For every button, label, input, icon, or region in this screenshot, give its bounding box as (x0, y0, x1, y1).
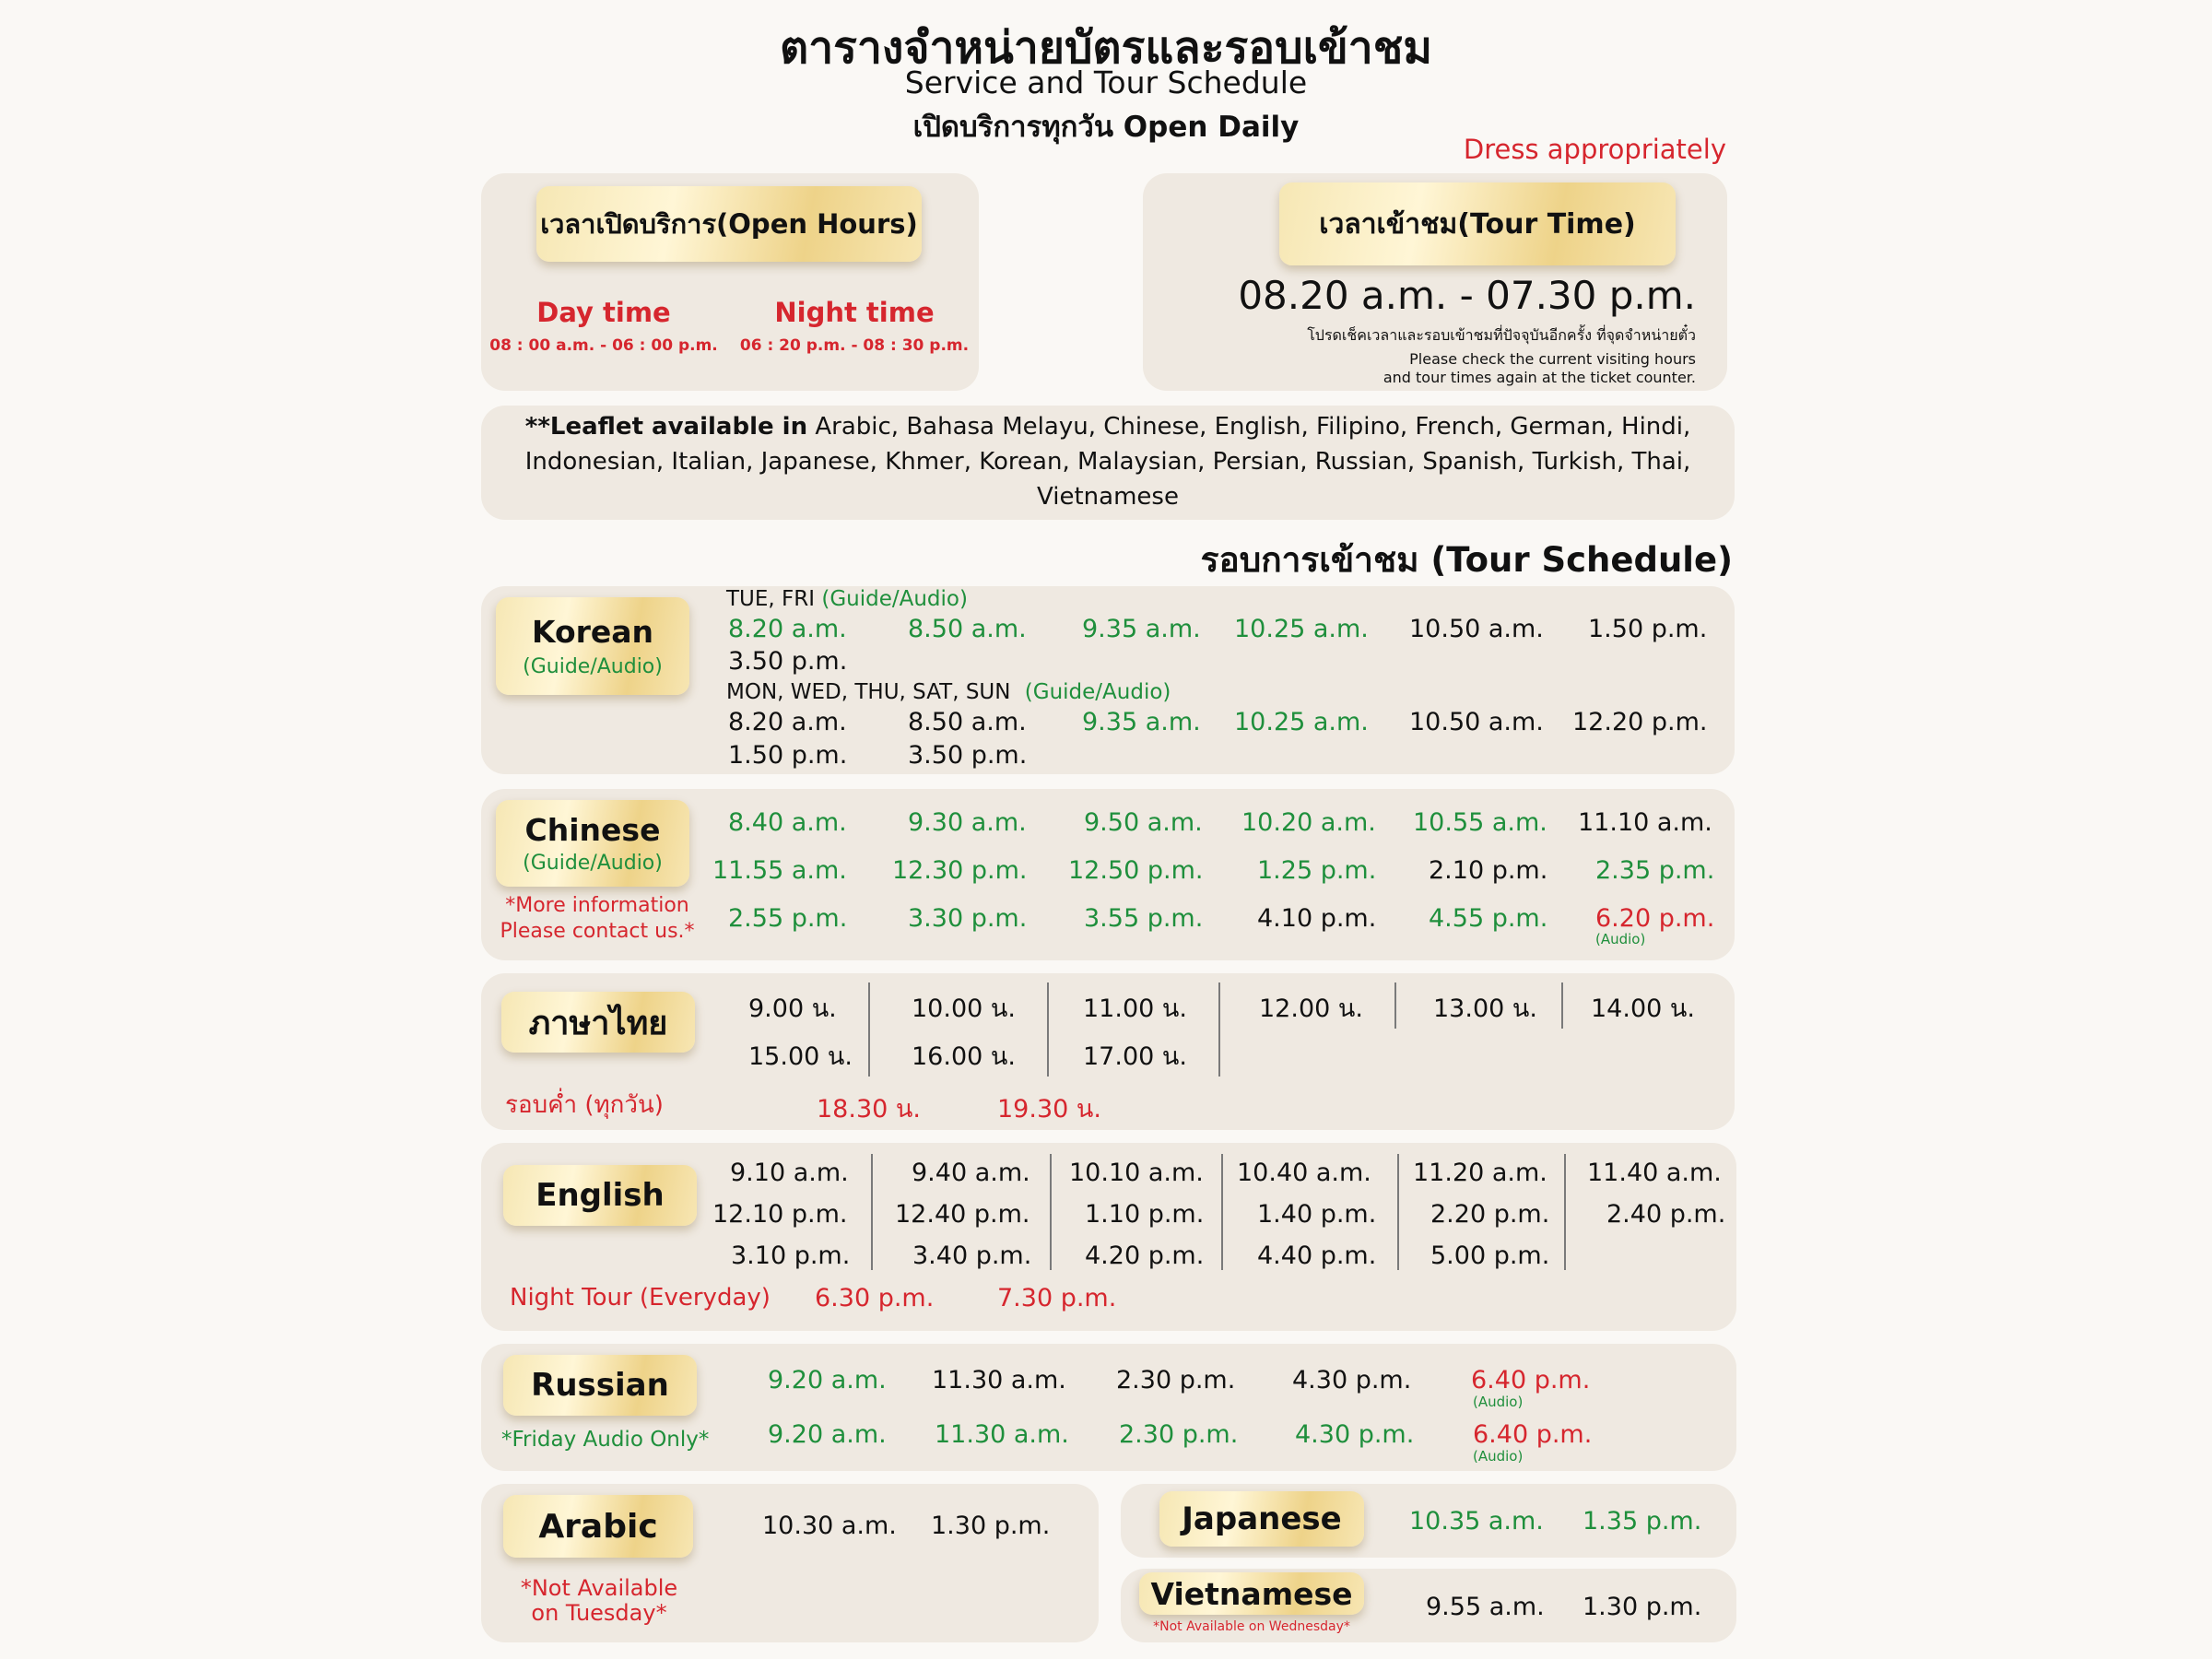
chinese-time: 12.50 p.m. (1068, 856, 1204, 885)
arabic-label (503, 1495, 693, 1558)
thai-time: 17.00 น. (1083, 1042, 1187, 1071)
night-time-label: Night time (774, 297, 935, 328)
leaflet-line-1 (481, 413, 1735, 441)
chinese-time: 11.55 a.m. (712, 856, 847, 885)
tour-time-note-en-1: Please check the current visiting hours (1409, 350, 1696, 368)
thai-night-label: รอบค่ำ (ทุกวัน) (505, 1091, 664, 1119)
korean-time: 10.25 a.m. (1234, 615, 1369, 643)
chinese-time: 9.30 a.m. (908, 808, 1027, 837)
japanese-time: 10.35 a.m. (1409, 1507, 1544, 1535)
thai-time: 16.00 น. (912, 1042, 1016, 1071)
open-daily: เปิดบริการทุกวัน Open Daily (912, 111, 1300, 144)
english-night-label: Night Tour (Everyday) (510, 1284, 771, 1312)
thai-divider (868, 982, 870, 1077)
tour-time-note-thai: โปรดเช็คเวลาและรอบเข้าชมที่ปัจจุบันอีกครั้ง ที่จุดจำหน่ายตั๋ว (1307, 326, 1696, 344)
thai-name: ภาษาไทย (528, 1004, 668, 1042)
korean-time: 8.20 a.m. (728, 615, 847, 643)
english-name: English (535, 1177, 665, 1214)
leaflet-languages-1: Arabic, Bahasa Melayu, Chinese, English, Filipino, French, German, Hindi, (815, 413, 1691, 441)
chinese-time: 10.55 a.m. (1413, 808, 1547, 837)
korean-days-1-text: TUE, FRI (726, 587, 816, 611)
arabic-time: 1.30 p.m. (931, 1512, 1051, 1540)
thai-divider (1561, 982, 1563, 1029)
english-divider (1397, 1154, 1399, 1270)
russian-label (503, 1355, 697, 1416)
korean-time: 1.50 p.m. (1588, 615, 1708, 643)
korean-days-1 (726, 587, 968, 611)
vietnamese-time: 9.55 a.m. (1426, 1593, 1545, 1621)
english-time: 10.10 a.m. (1069, 1159, 1204, 1187)
english-divider (1564, 1154, 1566, 1270)
korean-time: 3.50 p.m. (908, 741, 1028, 770)
korean-time: 10.50 a.m. (1409, 708, 1544, 736)
russian-time: 9.20 a.m. (768, 1366, 887, 1394)
thai-divider (1047, 982, 1049, 1077)
chinese-time: 2.55 p.m. (728, 904, 848, 933)
day-time-label: Day time (536, 297, 671, 328)
open-hours-label (536, 186, 922, 262)
night-time-hours: 06 : 20 p.m. - 08 : 30 p.m. (739, 336, 970, 355)
chinese-time: 12.30 p.m. (892, 856, 1028, 885)
arabic-note-1: *Not Available (520, 1575, 678, 1601)
chinese-note-2: Please contact us.* (500, 920, 695, 943)
chinese-time: 3.30 p.m. (908, 904, 1028, 933)
english-time: 4.20 p.m. (1085, 1241, 1205, 1270)
chinese-time: 1.25 p.m. (1257, 856, 1377, 885)
vietnamese-time: 1.30 p.m. (1583, 1593, 1702, 1621)
thai-night-time: 19.30 น. (997, 1095, 1101, 1124)
russian-time: 4.30 p.m. (1295, 1420, 1415, 1449)
arabic-name: Arabic (538, 1507, 658, 1546)
english-time: 4.40 p.m. (1257, 1241, 1377, 1270)
thai-time: 10.00 น. (912, 994, 1016, 1023)
tour-time-note-en-2: and tour times again at the ticket counter. (1382, 369, 1696, 386)
russian-note: *Friday Audio Only* (501, 1428, 710, 1452)
chinese-time: 11.10 a.m. (1578, 808, 1712, 837)
chinese-time: 9.50 a.m. (1084, 808, 1203, 837)
korean-label (496, 597, 689, 695)
english-time: 3.40 p.m. (912, 1241, 1032, 1270)
korean-days-2 (726, 680, 1171, 704)
russian-audio-tag: (Audio) (1473, 1394, 1524, 1410)
thai-night-time: 18.30 น. (817, 1095, 921, 1124)
chinese-time: 2.35 p.m. (1595, 856, 1715, 885)
english-divider (1050, 1154, 1052, 1270)
japanese-label (1159, 1491, 1364, 1547)
english-time: 3.10 p.m. (731, 1241, 851, 1270)
title-thai: ตารางจำหน่ายบัตรและรอบเข้าชม (780, 22, 1432, 74)
english-time: 9.10 a.m. (730, 1159, 849, 1187)
english-time: 12.40 p.m. (895, 1200, 1030, 1229)
thai-time: 11.00 น. (1083, 994, 1187, 1023)
day-time-hours: 08 : 00 a.m. - 06 : 00 p.m. (489, 336, 718, 355)
leaflet-prefix: **Leaflet available in (524, 413, 808, 441)
tour-time-range: 08.20 a.m. - 07.30 p.m. (1238, 273, 1696, 318)
russian-time: 6.40 p.m. (1473, 1420, 1593, 1449)
english-time: 12.10 p.m. (712, 1200, 848, 1229)
chinese-time: 8.40 a.m. (728, 808, 847, 837)
chinese-time: 4.55 p.m. (1429, 904, 1548, 933)
korean-time: 1.50 p.m. (728, 741, 848, 770)
korean-time: 10.25 a.m. (1234, 708, 1369, 736)
chinese-name: Chinese (524, 812, 661, 848)
english-time: 2.40 p.m. (1606, 1200, 1726, 1229)
korean-days-2-text: MON, WED, THU, SAT, SUN (726, 680, 1011, 704)
open-hours-label-text: เวลาเปิดบริการ(Open Hours) (540, 208, 918, 240)
korean-time: 10.50 a.m. (1409, 615, 1544, 643)
english-divider (1221, 1154, 1223, 1270)
chinese-sub: (Guide/Audio) (523, 852, 663, 875)
english-night-time: 6.30 p.m. (815, 1284, 935, 1312)
korean-time: 8.20 a.m. (728, 708, 847, 736)
korean-time: 9.35 a.m. (1082, 708, 1201, 736)
korean-time: 9.35 a.m. (1082, 615, 1201, 643)
english-time: 1.40 p.m. (1257, 1200, 1377, 1229)
tour-time-label-text: เวลาเข้าชม(Tour Time) (1319, 207, 1636, 241)
leaflet-line-2: Indonesian, Italian, Japanese, Khmer, Korean, Malaysian, Persian, Russian, Spanish, Turkish, Thai, (524, 448, 1691, 476)
russian-audio-tag: (Audio) (1473, 1448, 1524, 1465)
russian-time: 2.30 p.m. (1119, 1420, 1239, 1449)
vietnamese-label (1139, 1572, 1364, 1615)
leaflet-line-3: Vietnamese (1037, 483, 1179, 511)
arabic-time: 10.30 a.m. (762, 1512, 897, 1540)
korean-time: 12.20 p.m. (1572, 708, 1708, 736)
chinese-time: 4.10 p.m. (1257, 904, 1377, 933)
chinese-audio-tag: (Audio) (1595, 931, 1646, 947)
russian-time: 11.30 a.m. (932, 1366, 1066, 1394)
thai-divider (1394, 982, 1396, 1029)
arabic-note-2: on Tuesday* (531, 1600, 667, 1626)
japanese-time: 1.35 p.m. (1583, 1507, 1702, 1535)
schedule-title: รอบการเข้าชม (Tour Schedule) (1200, 540, 1733, 580)
chinese-time: 10.20 a.m. (1241, 808, 1376, 837)
russian-time: 4.30 p.m. (1292, 1366, 1412, 1394)
korean-sub: (Guide/Audio) (523, 655, 663, 678)
korean-time: 8.50 a.m. (908, 708, 1027, 736)
english-time: 11.40 a.m. (1587, 1159, 1722, 1187)
english-time: 2.20 p.m. (1430, 1200, 1550, 1229)
thai-label (501, 992, 695, 1053)
korean-time: 3.50 p.m. (728, 647, 848, 676)
russian-time: 9.20 a.m. (768, 1420, 887, 1449)
english-time: 11.20 a.m. (1413, 1159, 1547, 1187)
english-night-time: 7.30 p.m. (997, 1284, 1117, 1312)
english-time: 9.40 a.m. (912, 1159, 1030, 1187)
korean-name: Korean (531, 614, 654, 650)
thai-time: 14.00 น. (1591, 994, 1695, 1023)
thai-time: 9.00 น. (748, 994, 837, 1023)
thai-time: 15.00 น. (748, 1042, 853, 1071)
english-divider (871, 1154, 873, 1270)
vietnamese-note: *Not Available on Wednesday* (1153, 1619, 1350, 1634)
chinese-label (496, 800, 689, 887)
tour-time-label (1279, 182, 1676, 265)
thai-divider (1218, 982, 1220, 1077)
korean-time: 8.50 a.m. (908, 615, 1027, 643)
dress-note: Dress appropriately (1463, 134, 1726, 165)
english-time: 5.00 p.m. (1430, 1241, 1550, 1270)
korean-days-2-tag: (Guide/Audio) (1024, 680, 1171, 704)
russian-time: 11.30 a.m. (935, 1420, 1069, 1449)
thai-time: 13.00 น. (1433, 994, 1537, 1023)
english-label (503, 1165, 697, 1226)
thai-time: 12.00 น. (1259, 994, 1363, 1023)
vietnamese-name: Vietnamese (1150, 1575, 1353, 1612)
english-time: 10.40 a.m. (1237, 1159, 1371, 1187)
chinese-time: 6.20 p.m. (1595, 904, 1715, 933)
chinese-time: 3.55 p.m. (1084, 904, 1204, 933)
japanese-name: Japanese (1182, 1500, 1342, 1537)
chinese-note-1: *More information (505, 894, 689, 917)
title-en: Service and Tour Schedule (904, 65, 1308, 100)
english-time: 1.10 p.m. (1085, 1200, 1205, 1229)
chinese-time: 2.10 p.m. (1429, 856, 1548, 885)
russian-time: 2.30 p.m. (1116, 1366, 1236, 1394)
korean-days-1-tag: (Guide/Audio) (821, 587, 968, 611)
russian-name: Russian (531, 1367, 669, 1404)
russian-time: 6.40 p.m. (1471, 1366, 1591, 1394)
